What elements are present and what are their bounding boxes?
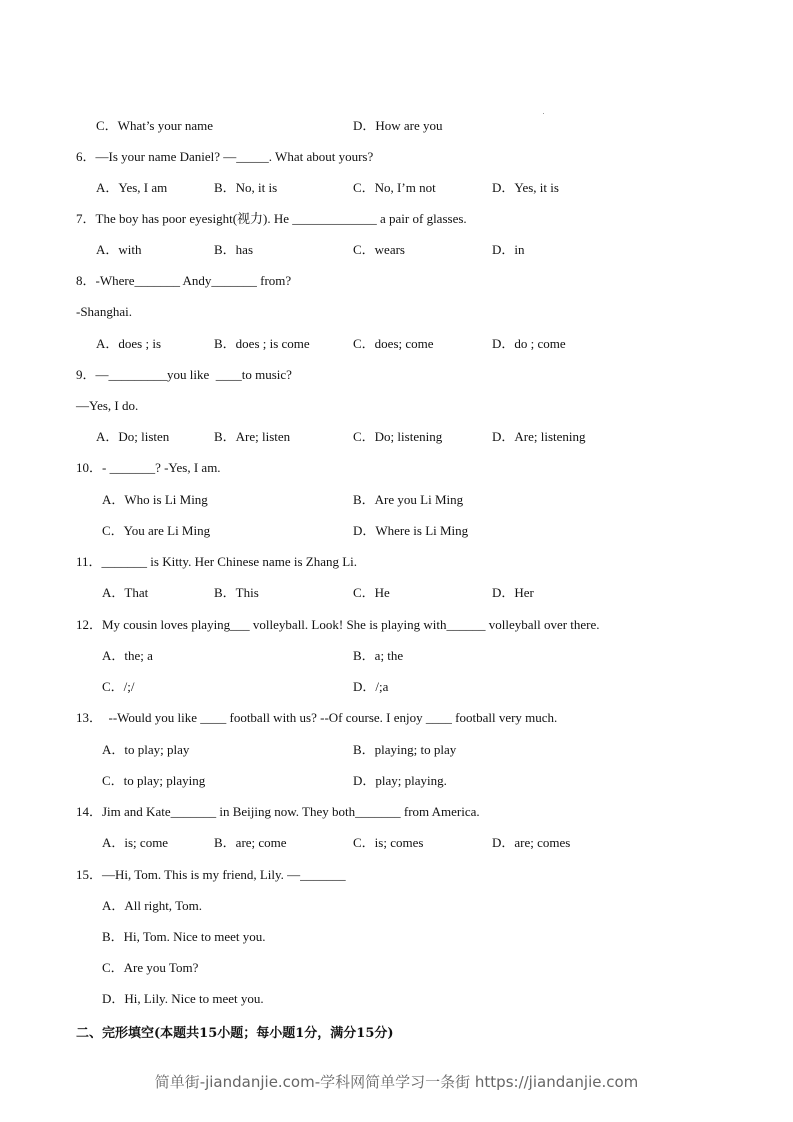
q12-option-c[interactable]: C．/;/	[102, 679, 135, 694]
q8-option-a[interactable]: A．does ; is	[96, 336, 162, 351]
q8-stem: 8．-Where_______ Andy_______ from?	[76, 273, 292, 288]
q11-option-c[interactable]: C．He	[353, 585, 390, 600]
q11-stem: 11．_______ is Kitty. Her Chinese name is Zhang Li.	[76, 554, 358, 569]
q11-option-d[interactable]: D．Her	[492, 585, 534, 600]
q6-option-c[interactable]: C．No, I’m not	[353, 180, 436, 195]
q9-answer-line: —Yes, I do.	[76, 398, 139, 413]
q14-option-a[interactable]: A．is; come	[102, 835, 169, 850]
q12-option-a[interactable]: A．the; a	[102, 648, 153, 663]
stray-dot	[543, 113, 544, 114]
q8-option-d[interactable]: D．do ; come	[492, 336, 566, 351]
q6-option-b[interactable]: B．No, it is	[214, 180, 278, 195]
q13-stem: 13． --Would you like ____ football with us? --Of course. I enjoy ____ football very much.	[76, 710, 558, 725]
q8-option-b[interactable]: B．does ; is come	[214, 336, 310, 351]
q6-option-a[interactable]: A．Yes, I am	[96, 180, 168, 195]
q14-option-d[interactable]: D．are; comes	[492, 835, 571, 850]
q7-option-b[interactable]: B．has	[214, 242, 254, 257]
q7-option-d[interactable]: D．in	[492, 242, 525, 257]
q10-option-b[interactable]: B．Are you Li Ming	[353, 492, 464, 507]
q10-option-c[interactable]: C．You are Li Ming	[102, 523, 211, 538]
q7-option-a[interactable]: A．with	[96, 242, 142, 257]
q12-stem: 12．My cousin loves playing___ volleyball. Look! She is playing with______ volleyball over there.	[76, 617, 600, 632]
q15-option-d[interactable]: D．Hi, Lily. Nice to meet you.	[102, 991, 264, 1006]
q9-option-c[interactable]: C．Do; listening	[353, 429, 443, 444]
q14-stem: 14．Jim and Kate_______ in Beijing now. They both_______ from America.	[76, 804, 480, 819]
q14-option-b[interactable]: B．are; come	[214, 835, 287, 850]
q10-stem: 10．- _______? -Yes, I am.	[76, 460, 221, 475]
q13-option-b[interactable]: B．playing; to play	[353, 742, 457, 757]
q12-option-b[interactable]: B．a; the	[353, 648, 404, 663]
q5-option-c[interactable]: C．What’s your name	[96, 118, 213, 133]
q14-option-c[interactable]: C．is; comes	[353, 835, 424, 850]
q7-stem: 7．The boy has poor eyesight(视力). He _____________ a pair of glasses.	[76, 211, 467, 226]
q5-option-d[interactable]: D．How are you	[353, 118, 443, 133]
q9-option-d[interactable]: D．Are; listening	[492, 429, 586, 444]
q15-option-a[interactable]: A．All right, Tom.	[102, 898, 202, 913]
q15-stem: 15．—Hi, Tom. This is my friend, Lily. —_______	[76, 867, 346, 882]
q13-option-d[interactable]: D．play; playing.	[353, 773, 447, 788]
footer-watermark: 简单街-jiandanjie.com-学科网简单学习一条街 https://jiandanjie.com	[154, 1073, 639, 1091]
q9-option-b[interactable]: B．Are; listen	[214, 429, 291, 444]
q9-option-a[interactable]: A．Do; listen	[96, 429, 170, 444]
section-heading-cloze: 二、完形填空(本题共15小题；每小题1分，满分15分)	[76, 1026, 394, 1041]
q10-option-d[interactable]: D．Where is Li Ming	[353, 523, 469, 538]
q8-option-c[interactable]: C．does; come	[353, 336, 434, 351]
q8-answer-line: -Shanghai.	[76, 304, 132, 319]
q15-option-b[interactable]: B．Hi, Tom. Nice to meet you.	[102, 929, 266, 944]
q6-stem: 6．—Is your name Daniel? —_____. What about yours?	[76, 149, 374, 164]
q6-option-d[interactable]: D．Yes, it is	[492, 180, 559, 195]
q13-option-c[interactable]: C．to play; playing	[102, 773, 206, 788]
q9-stem: 9．—_________you like ____to music?	[76, 367, 292, 382]
q11-option-b[interactable]: B．This	[214, 585, 259, 600]
q13-option-a[interactable]: A．to play; play	[102, 742, 190, 757]
q10-option-a[interactable]: A．Who is Li Ming	[102, 492, 208, 507]
q12-option-d[interactable]: D．/;a	[353, 679, 389, 694]
q15-option-c[interactable]: C．Are you Tom?	[102, 960, 199, 975]
q7-option-c[interactable]: C．wears	[353, 242, 405, 257]
q11-option-a[interactable]: A．That	[102, 585, 149, 600]
